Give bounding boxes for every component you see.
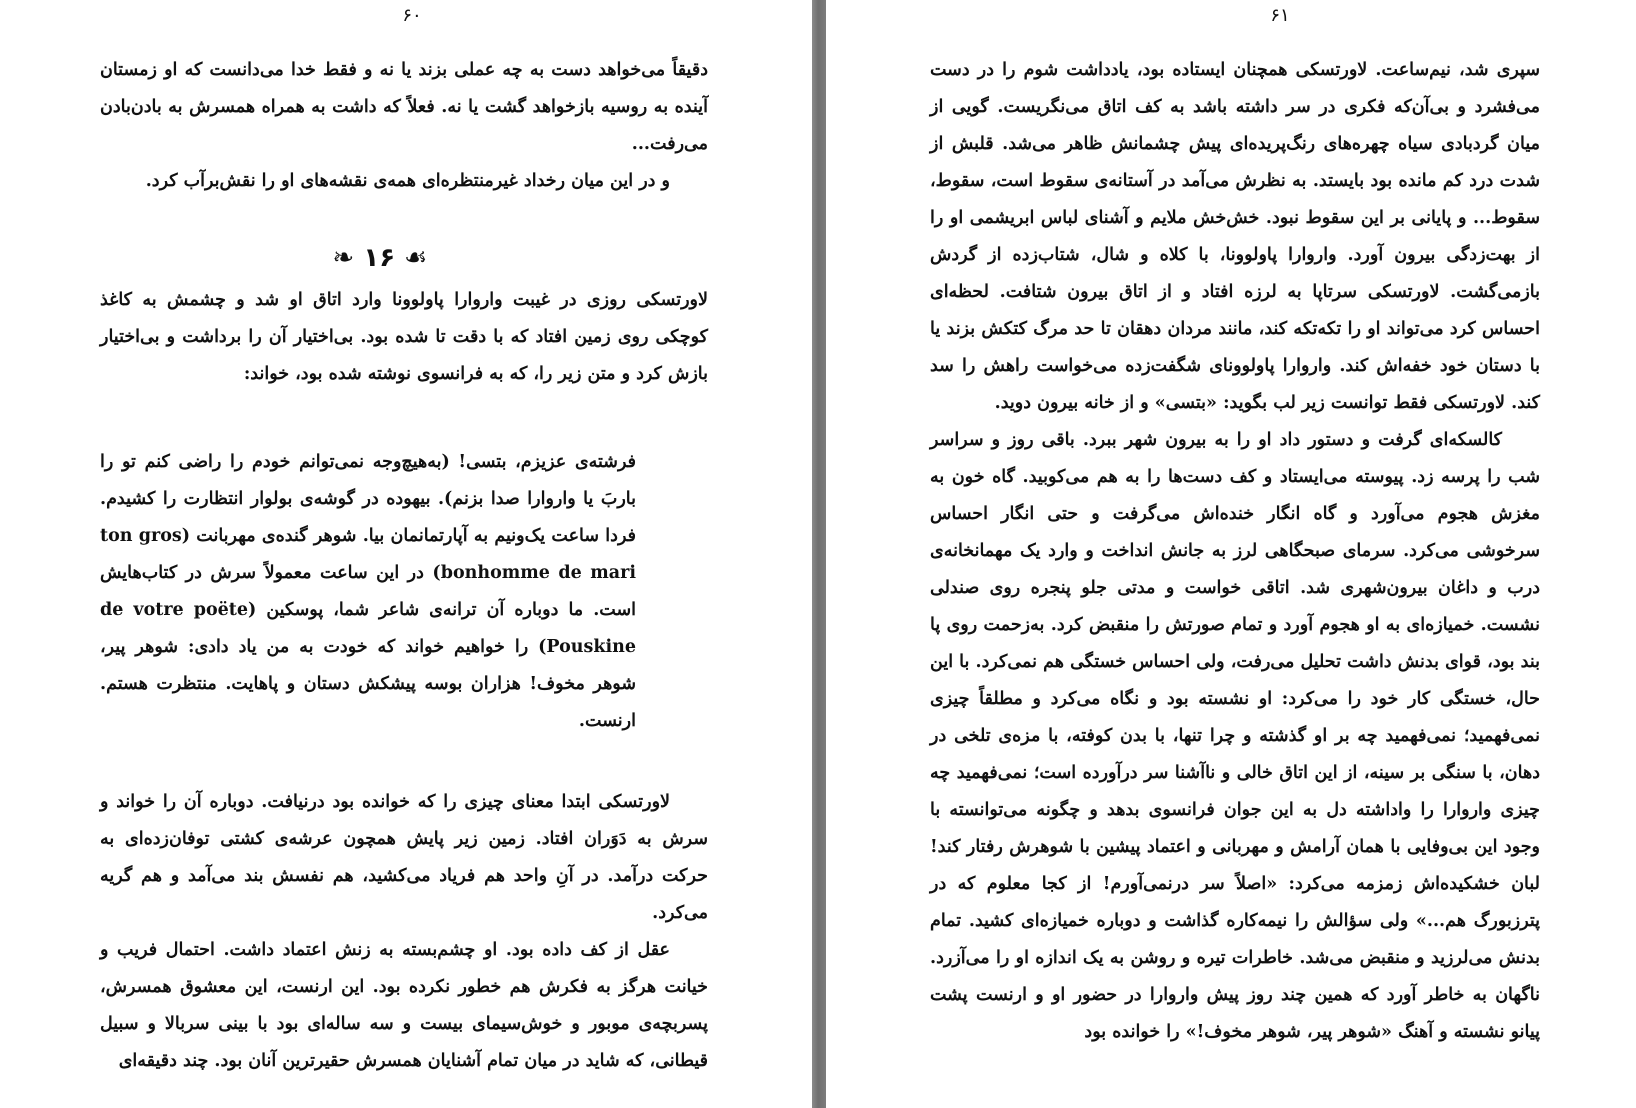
paragraph-group-top [100, 52, 708, 200]
left-page [0, 0, 812, 1108]
paragraph: عقل از کف داده بود. او چشم‌بسته به زنش اعتماد داشت. احتمال فریب و خیانت هرگز به فکرش هم خطور نکرده بود. این ارنست، این معشوق همسرش، پسربچه‌ی موبور و خوش‌سیمای بیست و سه ساله‌ای بود با بینی سربالا و سبیل قیطانی، که شاید در میان تمام آشنایان همسرش حقیرترین آنان بود. چند دقیقه‌ای [100, 940, 708, 1071]
page-number: ۶۰ [402, 5, 422, 26]
paragraph: و در این میان رخداد غیرمنتظره‌ای همه‌ی نقشه‌های او را نقش‌برآب کرد. [145, 171, 670, 191]
paragraph-group-bottom [100, 784, 708, 1080]
paragraph-group-right [930, 52, 1540, 1051]
page-number: ۶۱ [1270, 5, 1290, 26]
letter-quote [100, 444, 636, 740]
chapter-heading: ☙ ۱۶ ❧ [332, 243, 428, 273]
paragraph-group-chapter [100, 282, 708, 393]
paragraph: لاورتسکی روزی در غیبت واروارا پاولوونا وارد اتاق او شد و چشمش به کاغذ کوچکی روی زمین افتاد که با دقت تا شده بود. بی‌اختیار آن را برداشت و بی‌اختیار بازش کرد و متن زیر را، که به فرانسوی نوشته شده بود، خواند: [100, 290, 708, 384]
right-page [826, 0, 1636, 1108]
paragraph: دقیقاً می‌خواهد دست به چه عملی بزند یا نه و فقط خدا می‌دانست که او زمستان آینده به روسیه بازخواهد گشت یا نه. فعلاً که داشت به همراه همسرش به بادن‌بادن می‌رفت... [100, 60, 708, 154]
paragraph: کالسکه‌ای گرفت و دستور داد او را به بیرون شهر ببرد. باقی روز و سراسر شب را پرسه زد. پیوسته می‌ایستاد و کف دست‌ها را به هم می‌کوبید. گاه خون به مغزش هجوم می‌آورد و گاه انگار خنده‌اش می‌گرفت و حتی انگار احساس سرخوشی می‌کرد. سرمای صبحگاهی لرز به جانش انداخت و وارد یک مهمانخانه‌ی درب و داغان بیرون‌شهری شد. اتاقی خواست و مدتی جلو پنجره روی صندلی نشست. خمیازه‌ای به او هجوم آورد و تمام صورتش را منقبض کرد. به‌زحمت روی پا بند بود، قوای بدنش داشت تحلیل می‌رفت، ولی احساس خستگی هم نمی‌کرد. با این حال، خستگی کار خود را می‌کرد: او نشسته بود و نگاه می‌کرد و مطلقاً چیزی نمی‌فهمید؛ نمی‌فهمید چه بر او گذشته و چرا تنها، با بدن کوفته، با مزه‌ی تلخی در دهان، با سنگی بر سینه، از این اتاق خالی و ناآشنا سر درآورده است؛ نمی‌فهمید چه چیزی واروارا را واداشته دل به این جوان فرانسوی بدهد و چگونه می‌توانسته با وجود این بی‌وفایی با همان آرامش و مهربانی و اعتماد پیشین با شوهرش رفتار کند! لبان خشکیده‌اش زمزمه می‌کرد: «اصلاً سر درنمی‌آورم! از کجا معلوم که در پترزبورگ هم...» ولی سؤالش را نیمه‌کاره گذاشت و دوباره خمیازه‌ای کشید. تمام بدنش می‌لرزید و منقبض می‌شد. خاطرات تیره و روشن به یک اندازه او را می‌آزرد. ناگهان به خاطر آورد که همین چند روز پیش واروارا در حضور او و ارنست پشت پیانو نشسته و آهنگ «شوهر پیر، شوهر مخوف!» را خوانده بود [930, 430, 1540, 1042]
book-gutter [812, 0, 826, 1108]
paragraph: سپری شد، نیم‌ساعت. لاورتسکی همچنان ایستاده بود، یادداشت شوم را در دست می‌فشرد و بی‌آن‌که فکری در سر داشته باشد به کف اتاق می‌نگریست. گویی از میان گردبادی سیاه چهره‌های رنگ‌پریده‌ای پیش چشمانش ظاهر می‌شد. قلبش از شدت درد کم مانده بود بایستد. به نظرش می‌آمد در آستانه‌ی سقوط است، سقوط، سقوط... و پایانی بر این سقوط نبود. خش‌خش ملایم و آشنای لباس ابریشمی او را از بهت‌زدگی بیرون آورد. واروارا پاولوونا، با کلاه و شال، شتاب‌زده از گردش بازمی‌گشت. لاورتسکی سرتاپا به لرزه افتاد و از اتاق بیرون شتافت. لحظه‌ای احساس کرد می‌تواند او را تکه‌تکه کند، مانند مردان دهقان تا حد مرگ کتکش بزند یا با دستان خود خفه‌اش کند. واروارا پاولوونای شگفت‌زده می‌خواست راهش را سد کند. لاورتسکی فقط توانست زیر لب بگوید: «بتسی» و از خانه بیرون دوید. [930, 60, 1540, 413]
letter-text: فرشته‌ی عزیزم، بتسی! (به‌هیچ‌وجه نمی‌توانم خودم را راضی کنم تو را باربَ یا واروارا صدا بزنم). بیهوده در گوشه‌ی بولوار انتظارت را کشیدم. فردا ساعت یک‌ونیم به آپارتمانمان بیا. شوهر گنده‌ی مهربانت (ton gros bonhomme de mari) در این ساعت معمولاً سرش در کتاب‌هایش است. ما دوباره آن ترانه‌ی شاعر شما، پوسکین (de votre poëte Pouskine) را خواهیم خواند که خودت به من یاد دادی: شوهر پیر، شوهر مخوف! هزاران بوسه پیشکش دستان و پاهایت. منتظرت هستم. ارنست. [100, 452, 636, 731]
paragraph: لاورتسکی ابتدا معنای چیزی را که خوانده بود درنیافت. دوباره آن را خواند و سرش به دَوَران افتاد. زمین زیر پایش همچون عرشه‌ی کشتی توفان‌زده‌ای به حرکت درآمد. در آنِ واحد هم فریاد می‌کشید، هم نفسش بند می‌آمد و هم گریه می‌کرد. [100, 792, 708, 923]
